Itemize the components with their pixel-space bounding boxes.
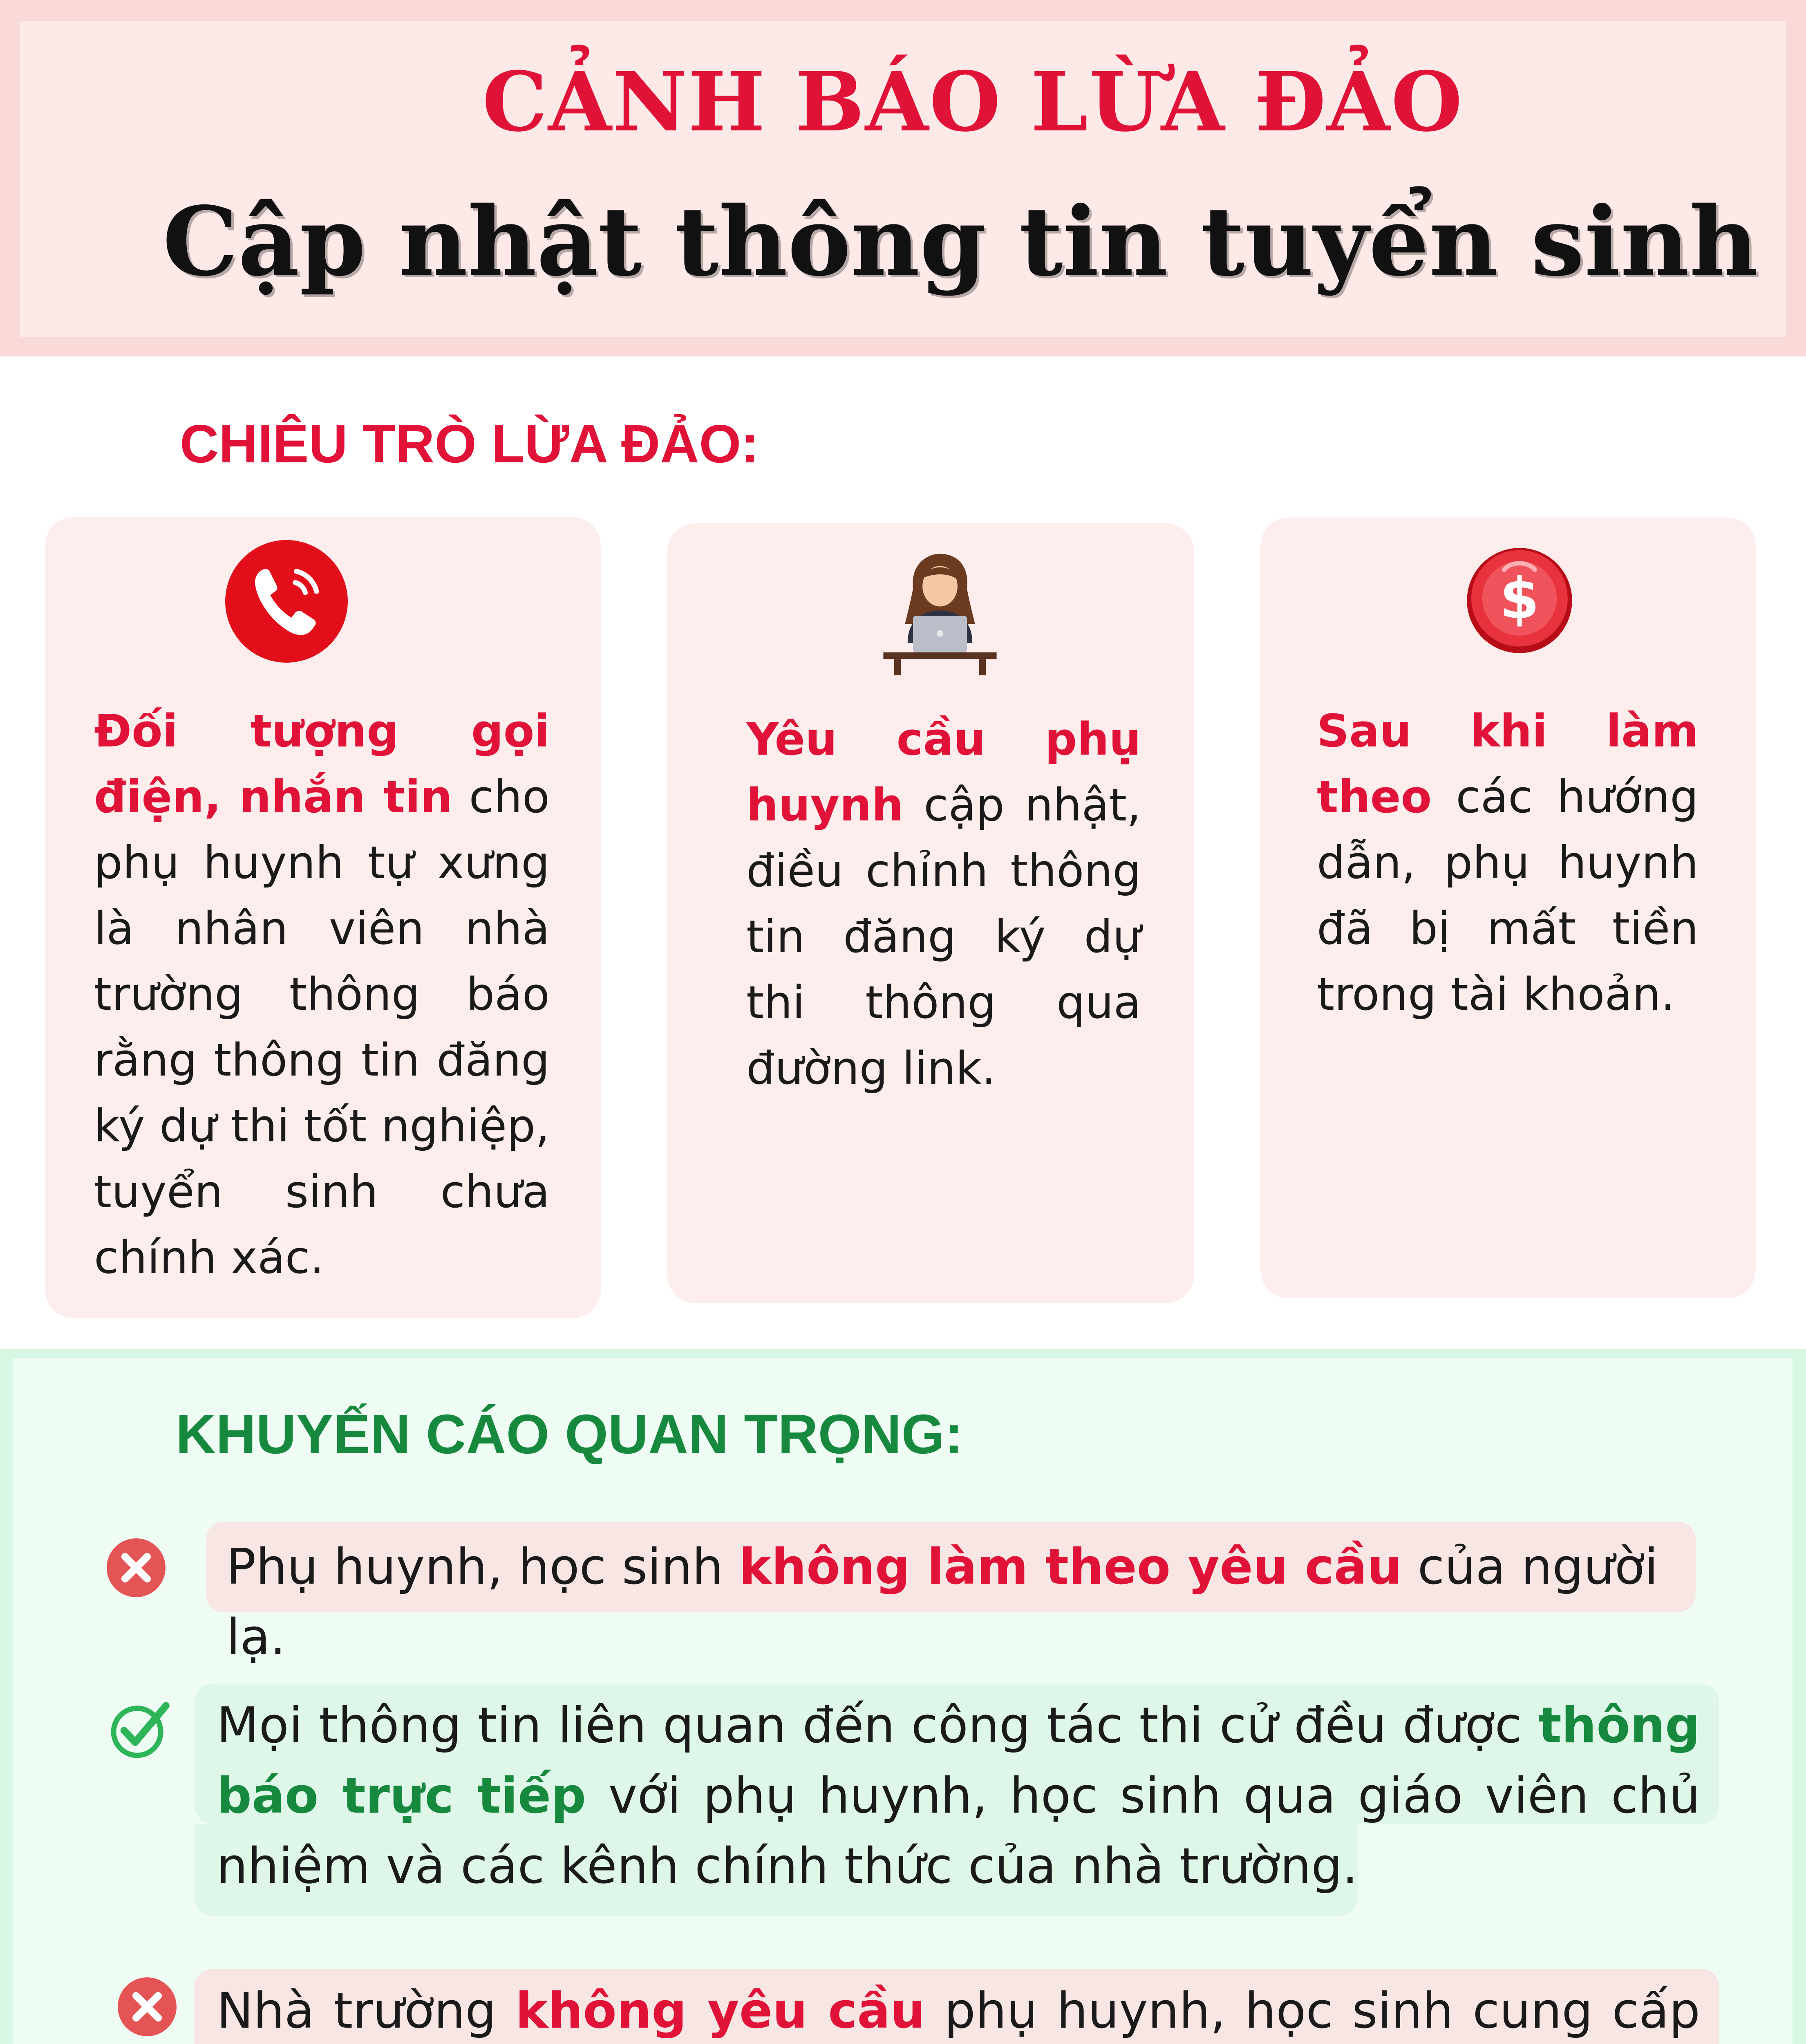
check-circle-icon [107, 1697, 172, 1762]
x-circle-icon [105, 1537, 167, 1598]
recommendation-item-3-text [217, 1976, 1700, 2044]
card-highlight: Đối tượng gọi điện, nhắn tin [94, 705, 550, 823]
item-highlight: không yêu cầu [515, 1983, 925, 2040]
card-body: các hướng dẫn, phụ huynh đã bị mất tiền trong tài khoản. [1317, 771, 1699, 1020]
item-text: phụ huynh, học sinh cung cấp [944, 1983, 1701, 2040]
person-laptop-icon [871, 546, 1009, 681]
recommendation-item-1-text [226, 1532, 1685, 1673]
warning-title: CẢNH BÁO LỪA ĐẢO [482, 54, 1463, 150]
page-title: Cập nhật thông tin tuyển sinh [162, 186, 1759, 297]
card-highlight: Yêu cầu phụ huynh [746, 713, 1141, 831]
scam-tactics-heading: CHIÊU TRÒ LỪA ĐẢO: [180, 414, 759, 474]
item-text: Phụ huynh, học sinh [226, 1539, 739, 1596]
card-body: cho phụ huynh tự xưng là nhân viên nhà trường thông báo rằng thông tin đăng ký dự thi tốt nghiệp, tuyển sinh chưa chính xác. [94, 771, 550, 1284]
scam-card-phone-text [94, 698, 550, 1291]
item-text: của người lạ. [226, 1539, 1658, 1666]
phone-icon [224, 539, 349, 664]
recommendations-heading: KHUYẾN CÁO QUAN TRỌNG: [176, 1403, 963, 1465]
svg-text:$: $ [1499, 565, 1540, 632]
dollar-coin-icon [1465, 546, 1574, 655]
item-text: với phụ huynh, học sinh qua giáo viên chủ nhiệm và các kênh chính thức của nhà trường. [217, 1768, 1701, 1895]
item-text: Nhà trường [217, 1983, 516, 2040]
scam-card-money-text [1317, 698, 1699, 1027]
item-highlight: thông báo trực tiếp [217, 1697, 1700, 1824]
x-circle-icon [116, 1976, 178, 2037]
recommendation-item-2-text [217, 1691, 1700, 1902]
item-highlight: không làm theo yêu cầu [739, 1539, 1402, 1596]
item-text: Mọi thông tin liên quan đến công tác thi cử đều được [217, 1697, 1538, 1754]
card-body: cập nhật, điều chỉnh thông tin đăng ký dự thi thông qua đường link. [746, 779, 1141, 1094]
scam-card-link-text [746, 706, 1141, 1101]
card-highlight: Sau khi làm theo [1317, 705, 1699, 823]
